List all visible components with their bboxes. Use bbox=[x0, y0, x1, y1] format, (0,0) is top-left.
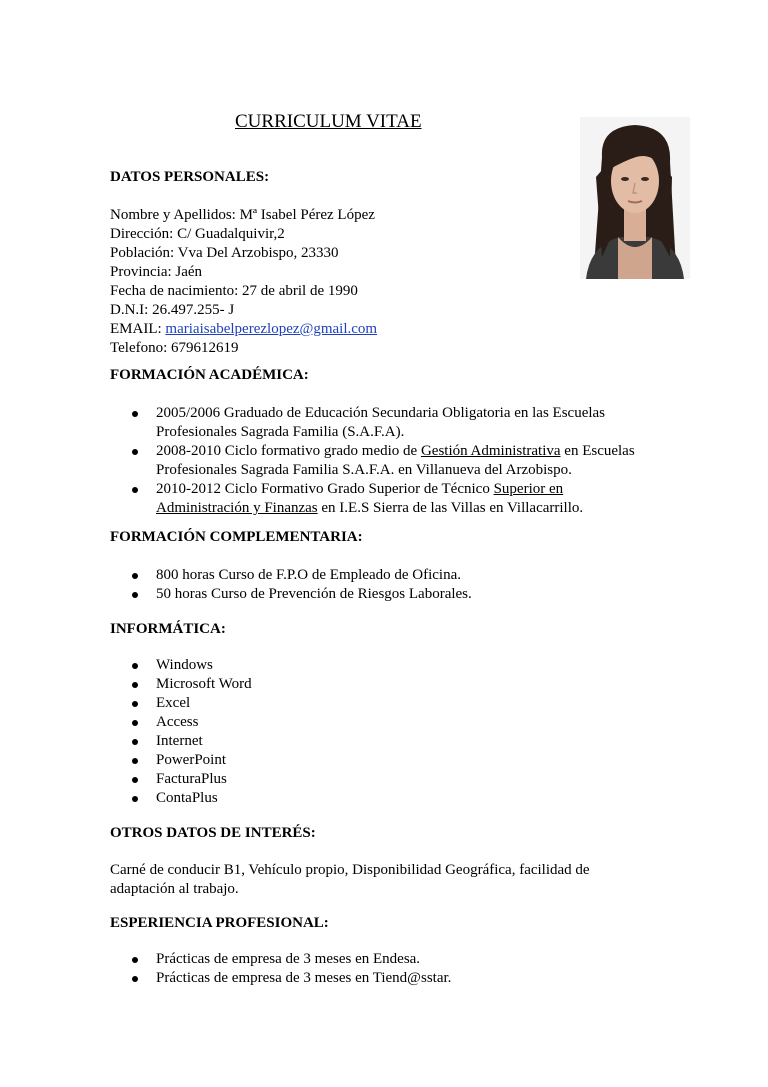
direccion-line bbox=[110, 225, 377, 244]
bullet-icon bbox=[132, 739, 138, 745]
dni-value: 26.497.255- J bbox=[152, 302, 235, 318]
item-text: ContaPlus bbox=[156, 790, 218, 806]
telefono-line bbox=[110, 339, 377, 358]
otros-datos-heading: OTROS DATOS DE INTERÉS: bbox=[110, 825, 316, 841]
item-text: 2005/2006 Graduado de Educación Secundaria Obligatoria en las Escuelas bbox=[156, 405, 606, 421]
poblacion-label: Población: bbox=[110, 245, 178, 261]
underlined-term: Superior en bbox=[493, 481, 564, 497]
bullet-icon bbox=[132, 682, 138, 688]
dni-line bbox=[110, 301, 377, 320]
list-item bbox=[110, 751, 670, 770]
bullet-icon bbox=[132, 573, 138, 579]
list-item bbox=[110, 713, 670, 732]
underlined-term: Administración y Finanzas bbox=[156, 500, 318, 516]
paragraph-line: Carné de conducir B1, Vehículo propio, Disponibilidad Geográfica, facilidad de bbox=[110, 862, 590, 878]
nombre-line bbox=[110, 206, 377, 225]
email-line bbox=[110, 320, 377, 339]
item-text bbox=[156, 480, 670, 499]
list-item bbox=[110, 732, 670, 751]
item-text-part: en I.E.S Sierra de las Villas en Villacarrillo. bbox=[317, 500, 584, 516]
email-label: EMAIL: bbox=[110, 321, 166, 337]
bullet-icon bbox=[132, 758, 138, 764]
bullet-icon bbox=[132, 449, 138, 455]
bullet-icon bbox=[132, 720, 138, 726]
telefono-value: 679612619 bbox=[171, 340, 239, 356]
item-text: 800 horas Curso de F.P.O de Empleado de Oficina. bbox=[156, 567, 461, 583]
nacimiento-label: Fecha de nacimiento: bbox=[110, 283, 243, 299]
dni-label: D.N.I: bbox=[110, 302, 153, 318]
list-item bbox=[110, 789, 670, 808]
item-text: Profesionales Sagrada Familia S.A.F.A. en Villanueva del Arzobispo. bbox=[156, 462, 572, 478]
datos-personales-heading: DATOS PERSONALES: bbox=[110, 169, 270, 185]
formacion-academica-heading: FORMACIÓN ACADÉMICA: bbox=[110, 367, 309, 383]
bullet-icon bbox=[132, 487, 138, 493]
item-text: Access bbox=[156, 714, 199, 730]
profile-photo-drawing bbox=[580, 117, 690, 279]
list-item bbox=[110, 675, 670, 694]
item-text: Profesionales Sagrada Familia (S.A.F.A). bbox=[156, 424, 405, 440]
bullet-icon bbox=[132, 777, 138, 783]
formacion-academica-list bbox=[110, 404, 670, 518]
item-text bbox=[156, 499, 670, 518]
list-item bbox=[110, 950, 670, 969]
item-text-part: 2010-2012 Ciclo Formativo Grado Superior de Técnico bbox=[156, 481, 494, 497]
formacion-complementaria-heading: FORMACIÓN COMPLEMENTARIA: bbox=[110, 529, 363, 545]
list-item bbox=[110, 585, 670, 604]
bullet-icon bbox=[132, 701, 138, 707]
item-text: FacturaPlus bbox=[156, 771, 227, 787]
paragraph-line: adaptación al trabajo. bbox=[110, 881, 239, 897]
poblacion-value: Vva Del Arzobispo, 23330 bbox=[177, 245, 339, 261]
list-item bbox=[110, 969, 670, 988]
formacion-complementaria-list bbox=[110, 566, 670, 604]
nacimiento-line bbox=[110, 282, 377, 301]
item-text: PowerPoint bbox=[156, 752, 227, 768]
otros-datos-paragraph bbox=[110, 861, 650, 899]
experiencia-list bbox=[110, 950, 670, 988]
nombre-value: Mª Isabel Pérez López bbox=[239, 207, 375, 223]
direccion-label: Dirección: bbox=[110, 226, 178, 242]
item-text-part: en Escuelas bbox=[560, 443, 635, 459]
provincia-label: Provincia: bbox=[110, 264, 176, 280]
provincia-value: Jaén bbox=[175, 264, 203, 280]
provincia-line bbox=[110, 263, 377, 282]
item-text: Microsoft Word bbox=[156, 676, 252, 692]
nombre-label: Nombre y Apellidos: bbox=[110, 207, 240, 223]
direccion-value: C/ Guadalquivir,2 bbox=[177, 226, 285, 242]
item-text: Internet bbox=[156, 733, 203, 749]
experiencia-heading: ESPERIENCIA PROFESIONAL: bbox=[110, 915, 329, 931]
list-item bbox=[110, 566, 670, 585]
poblacion-line bbox=[110, 244, 377, 263]
email-link[interactable]: mariaisabelperezlopez@gmail.com bbox=[165, 321, 378, 337]
bullet-icon bbox=[132, 592, 138, 598]
bullet-icon bbox=[132, 976, 138, 982]
document-title: CURRICULUM VITAE bbox=[235, 111, 422, 132]
informatica-heading: INFORMÁTICA: bbox=[110, 621, 226, 637]
list-item bbox=[110, 770, 670, 789]
item-text: 50 horas Curso de Prevención de Riesgos Laborales. bbox=[156, 586, 472, 602]
list-item bbox=[110, 480, 670, 518]
bullet-icon bbox=[132, 411, 138, 417]
list-item bbox=[110, 694, 670, 713]
item-text: Prácticas de empresa de 3 meses en Endesa. bbox=[156, 951, 421, 967]
item-text-part: 2008-2010 Ciclo formativo grado medio de bbox=[156, 443, 421, 459]
item-text: Prácticas de empresa de 3 meses en Tiend@sstar. bbox=[156, 970, 452, 986]
underlined-term: Gestión Administrativa bbox=[420, 443, 561, 459]
list-item bbox=[110, 442, 670, 480]
list-item bbox=[110, 404, 670, 442]
item-text bbox=[156, 442, 670, 461]
bullet-icon bbox=[132, 663, 138, 669]
profile-photo bbox=[580, 117, 690, 279]
item-text: Windows bbox=[156, 657, 213, 673]
bullet-icon bbox=[132, 957, 138, 963]
list-item bbox=[110, 656, 670, 675]
item-text: Excel bbox=[156, 695, 191, 711]
telefono-label: Telefono: bbox=[110, 340, 172, 356]
datos-personales-block bbox=[110, 206, 377, 358]
informatica-list bbox=[110, 656, 670, 808]
nacimiento-value: 27 de abril de 1990 bbox=[242, 283, 358, 299]
bullet-icon bbox=[132, 796, 138, 802]
